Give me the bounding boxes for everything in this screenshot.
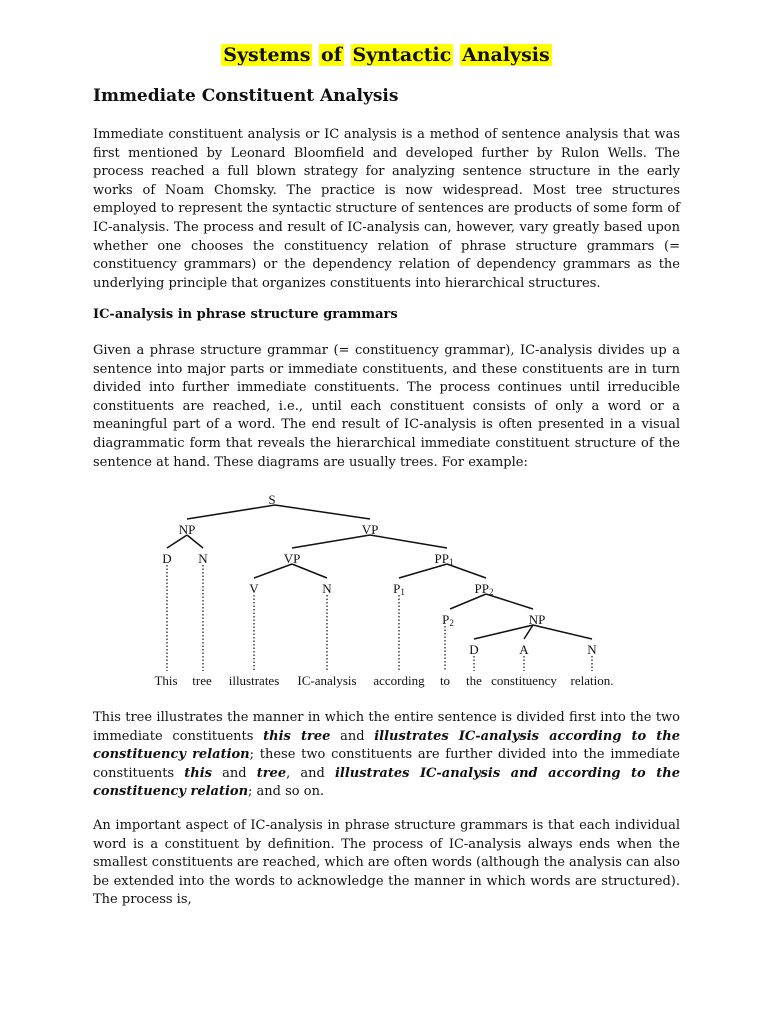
word: constituency <box>491 673 557 688</box>
node-pp2 <box>475 581 494 597</box>
node-v: V <box>249 581 259 596</box>
node-n: N <box>198 551 208 566</box>
node-d: D <box>162 551 172 566</box>
node-vp: VP <box>361 522 379 537</box>
node-vp: VP <box>283 551 301 566</box>
emphasis: this tree <box>263 728 331 744</box>
text: ; these two constituents are further divided into the immediate constituents <box>93 747 680 781</box>
document-title <box>93 44 680 66</box>
node-d: D <box>469 642 479 657</box>
word: to <box>439 673 451 688</box>
text: ; and so on. <box>248 784 325 800</box>
emphasis: illustrates IC-analysis according to the constituency relation <box>93 728 681 763</box>
node-n: N <box>587 642 597 657</box>
word: the <box>466 673 482 688</box>
tree-words <box>154 673 613 688</box>
title-word: Analysis <box>461 44 550 66</box>
word: tree <box>192 673 212 688</box>
word: IC-analysis <box>297 673 357 688</box>
title-word: of <box>321 44 342 66</box>
node-s: S <box>268 492 276 507</box>
emphasis: tree <box>256 765 287 781</box>
paragraph-intro: Immediate constituent analysis or IC analysis is a method of sentence analysis that was first mentioned by Leonard Bloomfield and developed further by Rulon Wells. The process reached a full blown strategy for analyzing sentence structure in the early works of Noam Chomsky. The practice is now widespread. Most tree structures employed to represent the syntactic structure of sentences are products of some form of IC-analysis. The process and result of IC-analysis can, however, vary greatly based upon whether one chooses the constituency relation of phrase structure grammars (= constituency grammars) or the dependency relation of dependency grammars as the underlying principle that organizes constituents into hierarchical structures. <box>93 127 680 291</box>
word: This <box>154 673 178 688</box>
word: according <box>373 673 425 688</box>
node-np: NP <box>178 522 196 537</box>
paragraph-tree-explanation <box>93 709 680 802</box>
node-label: PP <box>434 551 449 566</box>
node-np: NP <box>528 612 546 627</box>
word: illustrates <box>228 673 280 688</box>
paragraph-phrase-structure: Given a phrase structure grammar (= constituency grammar), IC-analysis divides up a sentence into major parts or immediate constituents, and these constituents are in turn divided into further immediate constituents. The process continues until irreducible constituents are reached, i.e., until each constituent consists of only a word or a meaningful part of a word. The end result of IC-analysis is often presented in a visual diagrammatic form that reveals the hierarchical immediate constituent structure of the sentence at hand. These diagrams are usually trees. For example: <box>93 343 680 470</box>
subheading: IC-analysis in phrase structure grammars <box>93 307 398 322</box>
emphasis: this <box>184 765 212 781</box>
section-heading: Immediate Constituent Analysis <box>93 86 399 106</box>
node-label: PP <box>474 581 489 596</box>
node-label: P <box>442 612 450 627</box>
constituency-tree-diagram <box>0 485 768 700</box>
text: and <box>211 765 257 781</box>
paragraph-word-constituents: An important aspect of IC-analysis in phrase structure grammars is that each individual word is a constituent by definition. The process of IC-analysis always ends when the smallest constituents are reached, which are often words (although the analysis can also be extended into the words to acknowledge the manner in which words are structured). The process is, <box>93 818 680 908</box>
text: , and <box>286 765 335 781</box>
text: This tree illustrates the manner in which the entire sentence is divided first into the two immediate constituents <box>93 710 680 744</box>
node-a: A <box>519 642 529 657</box>
node-label: P <box>393 581 401 596</box>
node-n: N <box>322 581 332 596</box>
text: and <box>330 728 375 744</box>
title-word: Syntactic <box>352 44 452 66</box>
node-pp1 <box>435 551 454 567</box>
node-p1 <box>393 581 405 597</box>
node-p2 <box>442 612 454 628</box>
node-subscript: 2 <box>488 587 494 597</box>
word: relation. <box>570 673 614 688</box>
node-subscript: 1 <box>400 587 405 597</box>
node-subscript: 1 <box>448 557 454 567</box>
node-subscript: 2 <box>449 618 454 628</box>
emphasis: illustrates IC-analysis and according to the constituency relation <box>93 765 680 800</box>
title-word: Systems <box>223 44 311 66</box>
tree-nodes <box>162 492 597 657</box>
